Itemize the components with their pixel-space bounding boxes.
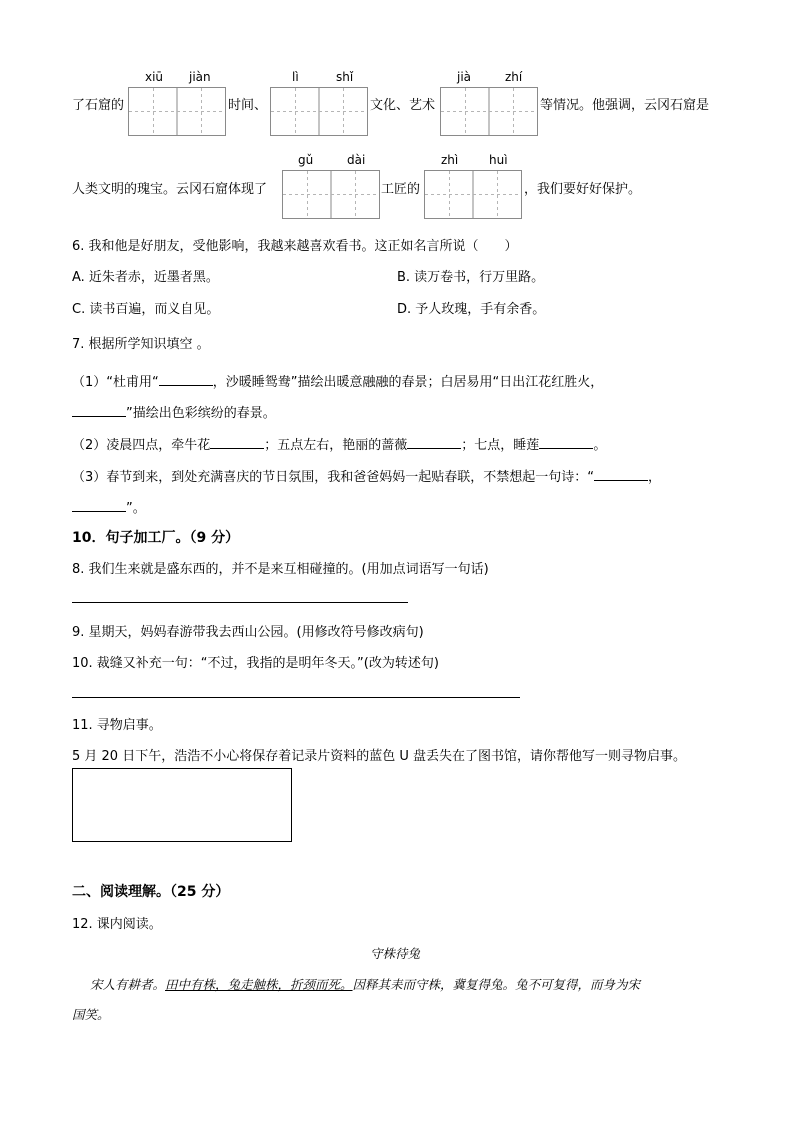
tianzige-box[interactable] [424,170,522,219]
q7-p3-text-a: （3）春节到来，到处充满喜庆的节日氛围，我和爸爸妈妈一起贴春联，不禁想起一句诗：“ [72,470,595,485]
q7-part3-cont [72,497,146,516]
q5-row2-text2: 工匠的 [381,182,421,197]
q6-option-d[interactable]: D. 予人玫瑰，手有余香。 [397,302,546,317]
fill-blank[interactable] [594,468,648,481]
q7-part2 [72,434,606,453]
q5-row1-text1: 了石窟的 [72,98,125,113]
tianzige-box[interactable] [282,170,380,219]
section-10-heading: 10．句子加工厂。（9 分） [72,530,240,546]
q7-p1-text-c: ”描绘出色彩缤纷的春景。 [126,406,276,421]
pinyin-dai: dài [347,153,366,167]
tianzige-box[interactable] [270,87,368,136]
q9-stem: 9. 星期天，妈妈春游带我去西山公园。(用修改符号修改病句) [72,625,424,640]
q7-stem: 7. 根据所学知识填空 。 [72,337,210,352]
pinyin-zhi2: zhì [441,153,459,167]
q7-p2-text-d: 。 [593,438,607,453]
q6-stem: 6. 我和他是好朋友，受他影响，我越来越喜欢看书。这正如名言所说（ ） [72,239,518,254]
fill-blank[interactable] [210,436,264,449]
pinyin-jia: jià [457,70,472,84]
pinyin-shi: shǐ [336,70,354,84]
q5-row1-text2: 时间、 [228,98,268,113]
fill-blank[interactable] [539,436,593,449]
pinyin-li: lì [292,70,299,84]
q8-stem: 8. 我们生来就是盛东西的，并不是来互相碰撞的。(用加点词语写一句话) [72,562,489,577]
q10-stem: 10. 裁缝又补充一句：“不过，我指的是明年冬天。”(改为转述句) [72,656,439,671]
section-2-heading: 二、阅读理解。（25 分） [72,884,230,900]
passage-line-2: 国笑。 [72,1007,110,1022]
passage-title: 守株待兔 [370,946,421,961]
q7-part3 [72,466,661,485]
q7-p2-text-b: ；五点左右，艳丽的蔷薇 [264,438,408,453]
q6-option-a[interactable]: A. 近朱者赤，近墨者黑。 [72,270,219,285]
passage-line-1 [90,975,640,993]
passage-1c: 因释其耒而守株，冀复得兔。兔不可复得，而身为宋 [352,977,641,992]
q5-row1-text3: 文化、艺术 [370,98,436,113]
q8-answer-line[interactable] [72,602,408,603]
pinyin-xiu: xiū [145,70,164,84]
fill-blank[interactable] [407,436,461,449]
q7-p1-text-a: （1）“杜甫用“ [72,375,159,390]
q6-option-c[interactable]: C. 读书百遍，而义自见。 [72,302,220,317]
q5-row2-text3: ，我们要好好保护。 [524,182,642,197]
fill-blank[interactable] [72,499,126,512]
q10-answer-line[interactable] [72,697,520,698]
q7-part1 [72,371,603,390]
pinyin-jian: jiàn [189,70,211,84]
passage-underlined: 田中有株，兔走触株，折颈而死。 [165,977,353,992]
fill-blank[interactable] [72,404,126,417]
tianzige-box[interactable] [440,87,538,136]
fill-blank[interactable] [159,373,213,386]
q7-p2-text-a: （2）凌晨四点，牵牛花 [72,438,211,453]
q5-row1-text4: 等情况。他强调，云冈石窟是 [540,98,710,113]
q7-part1-cont [72,402,276,421]
pinyin-zhi: zhí [505,70,523,84]
tianzige-box[interactable] [128,87,226,136]
q11-body: 5 月 20 日下午，浩浩不小心将保存着记录片资料的蓝色 U 盘丢失在了图书馆，请你帮他写一则寻物启事。 [72,749,686,764]
passage-1a: 宋人有耕者。 [90,977,166,992]
q7-p2-text-c: ；七点，睡莲 [461,438,540,453]
q7-p3-text-c: ”。 [126,501,146,516]
q5-row2-text1: 人类文明的瑰宝。云冈石窟体现了 [72,182,268,197]
q6-option-b[interactable]: B. 读万卷书，行万里路。 [397,270,545,285]
pinyin-gu: gǔ [298,153,314,167]
q12-stem: 12. 课内阅读。 [72,917,162,932]
q7-p1-text-b: ，沙暖睡鸳鸯”描绘出暖意融融的春景；白居易用“日出江花红胜火， [212,375,604,390]
pinyin-hui: huì [489,153,508,167]
q7-p3-text-b: ， [648,470,662,485]
q11-stem: 11. 寻物启事。 [72,718,162,733]
q11-answer-box[interactable] [72,768,292,842]
